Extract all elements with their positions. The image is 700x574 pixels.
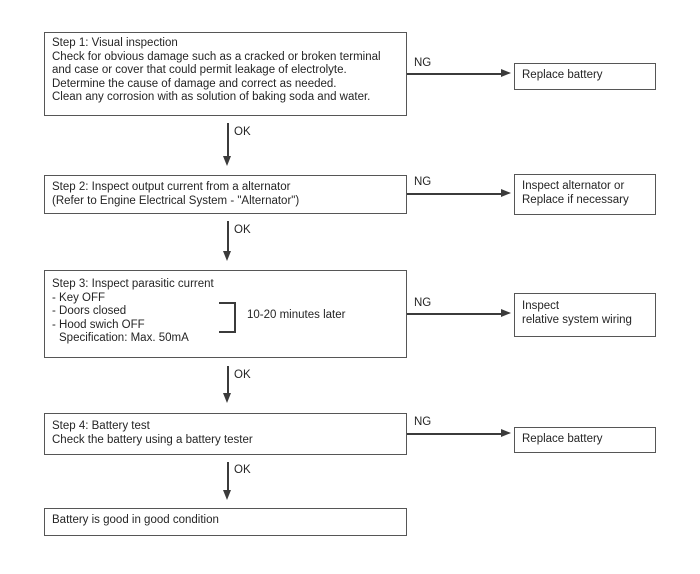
ng-label: NG bbox=[414, 176, 432, 188]
ng-label: NG bbox=[414, 57, 432, 69]
ok-label: OK bbox=[234, 126, 251, 138]
step3-box bbox=[44, 270, 407, 358]
step1-line: Determine the cause of damage and correct as needed. bbox=[52, 77, 337, 90]
ng-arrow-line bbox=[407, 433, 502, 435]
ok-arrowhead bbox=[223, 251, 231, 261]
step3-line: - Doors closed bbox=[52, 305, 127, 317]
ok-label: OK bbox=[234, 464, 251, 476]
bracket-top-tick bbox=[219, 302, 235, 304]
ng-arrowhead bbox=[501, 309, 511, 317]
ng-arrow-line bbox=[407, 193, 502, 195]
step4-box bbox=[44, 413, 407, 455]
ng-label: NG bbox=[414, 416, 432, 428]
ok-label: OK bbox=[234, 224, 251, 236]
result-line: Inspect bbox=[522, 300, 560, 312]
step2-result-box bbox=[514, 174, 656, 215]
step2-line: (Refer to Engine Electrical System - "Alternator") bbox=[52, 194, 300, 207]
ok-arrowhead bbox=[223, 490, 231, 500]
step2-box bbox=[44, 175, 407, 214]
step4-line: Check the battery using a battery tester bbox=[52, 433, 253, 446]
ok-arrow-line bbox=[227, 123, 229, 157]
ng-arrow-line bbox=[407, 73, 502, 75]
step1-box bbox=[44, 32, 407, 116]
ng-arrowhead bbox=[501, 69, 511, 77]
step1-line: Step 1: Visual inspection bbox=[52, 37, 178, 49]
result-line: Replace if necessary bbox=[522, 193, 629, 206]
step1-result-box bbox=[514, 63, 656, 90]
final-line: Battery is good in good condition bbox=[52, 514, 219, 526]
step2-line: Step 2: Inspect output current from a alternator bbox=[52, 181, 291, 193]
bracket-note: 10-20 minutes later bbox=[247, 309, 346, 321]
ng-arrowhead bbox=[501, 429, 511, 437]
ok-arrowhead bbox=[223, 156, 231, 166]
step3-line: Specification: Max. 50mA bbox=[59, 332, 189, 344]
result-line: Inspect alternator or bbox=[522, 180, 625, 192]
result-line: Replace battery bbox=[522, 433, 603, 445]
ok-label: OK bbox=[234, 369, 251, 381]
step4-line: Step 4: Battery test bbox=[52, 420, 150, 432]
ng-arrow-line bbox=[407, 313, 502, 315]
step3-line: Step 3: Inspect parasitic current bbox=[52, 278, 214, 290]
step3-result-box bbox=[514, 293, 656, 337]
step1-line: Clean any corrosion with as solution of baking soda and water. bbox=[52, 91, 371, 103]
ok-arrowhead bbox=[223, 393, 231, 403]
step3-line: - Key OFF bbox=[52, 291, 106, 304]
step1-line: Check for obvious damage such as a cracked or broken terminal bbox=[52, 50, 381, 63]
step3-line: - Hood swich OFF bbox=[52, 318, 145, 331]
ok-arrow-line bbox=[227, 366, 229, 394]
step4-result-box bbox=[514, 427, 656, 453]
ok-arrow-line bbox=[227, 462, 229, 491]
final-result-box bbox=[44, 508, 407, 536]
result-line: Replace battery bbox=[522, 69, 603, 81]
bracket-bottom-tick bbox=[219, 331, 235, 333]
result-line: relative system wiring bbox=[522, 313, 632, 326]
bracket-vertical-line bbox=[234, 302, 236, 333]
ng-label: NG bbox=[414, 297, 432, 309]
step1-line: and case or cover that could permit leakage of electrolyte. bbox=[52, 64, 347, 76]
ng-arrowhead bbox=[501, 189, 511, 197]
ok-arrow-line bbox=[227, 221, 229, 252]
